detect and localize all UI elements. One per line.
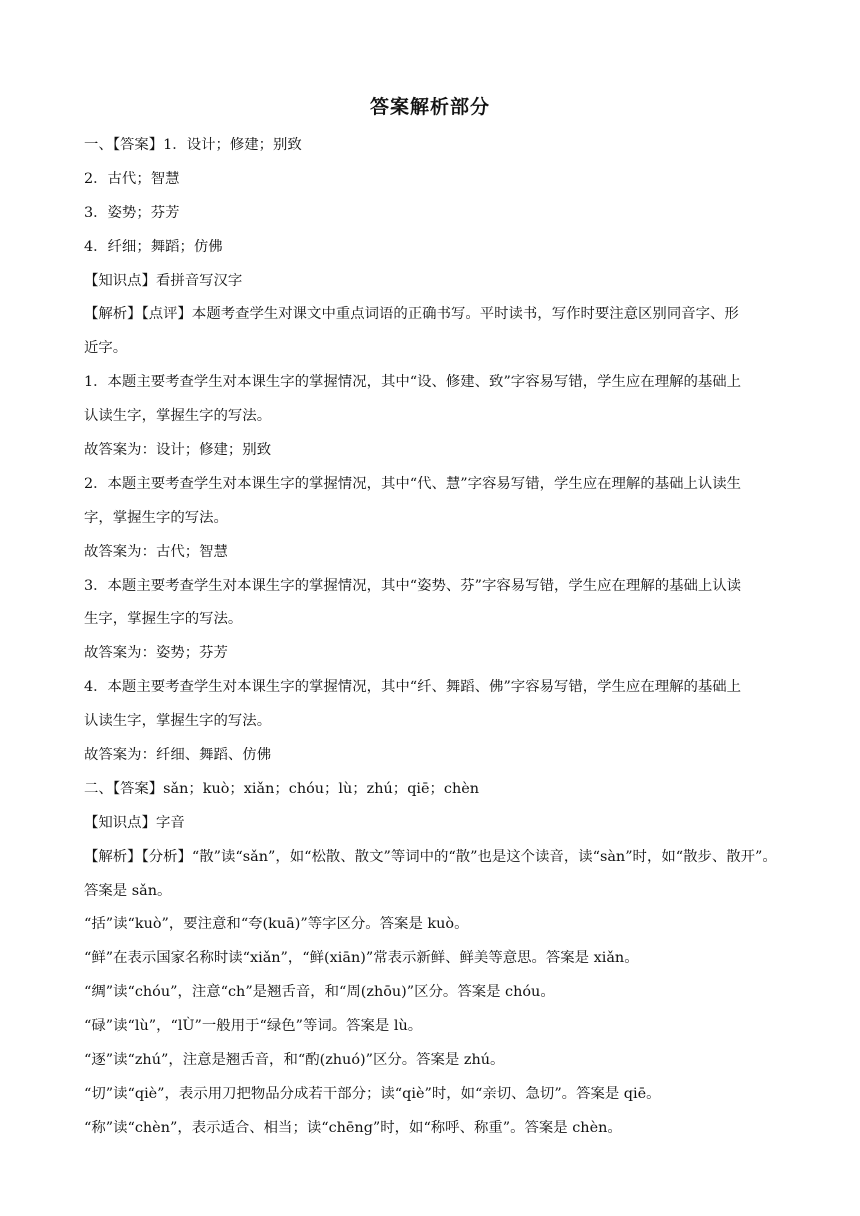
document-body [84,129,804,1146]
line-explain-2-cont: 字，掌握生字的写法。 [84,509,228,526]
page-title: 答案解析部分 [369,96,490,118]
line-explain-4-cont: 认读生字，掌握生字的写法。 [84,713,272,730]
line-answer-2: 2．古代；智慧 [84,170,180,187]
line-knowledge-point-1: 【知识点】看拼音写汉字 [84,272,243,289]
line-result-4: 故答案为：纤细、舞蹈、仿佛 [84,747,272,764]
line-explain-1-cont: 认读生字，掌握生字的写法。 [84,408,272,425]
line-answer-1: 一、【答案】1．设计；修建；别致 [84,137,302,153]
line-result-3: 故答案为：姿势；芬芳 [84,645,228,662]
line-pinyin-kuo: “括”读“kuò”，要注意和“夸(kuā)”等字区分。答案是 kuò。 [84,916,469,933]
line-pinyin-lu: “碌”读“lù”，“lÙ”一般用于“绿色”等词。答案是 lù。 [84,1018,423,1035]
line-explain-2: 2．本题主要考查学生对本课生字的掌握情况，其中“代、慧”字容易写错，学生应在理解的基础上认读生 [84,475,742,492]
line-explain-3-cont: 生字，掌握生字的写法。 [84,611,243,628]
line-pinyin-zhu: “逐”读“zhú”，注意是翘舌音，和“酌(zhuó)”区分。答案是 zhú。 [84,1052,505,1069]
line-answer-section-2: 二、【答案】sǎn；kuò；xiǎn；chóu；lù；zhú；qiē；chèn [84,780,480,797]
line-result-2: 故答案为：古代；智慧 [84,543,228,560]
line-pinyin-chen: “称”读“chèn”，表示适合、相当；读“chēng”时，如“称呼、称重”。答案是 chèn。 [84,1119,622,1136]
line-result-1: 故答案为：设计；修建；别致 [84,442,272,459]
line-analysis-1-cont: 近字。 [84,340,128,357]
line-analysis-2: 【解析】【分析】“散”读“sǎn”，如“松散、散文”等词中的“散”也是这个读音，读“sàn”时，如“散步、散开”。 [84,848,777,865]
line-analysis-1: 【解析】【点评】本题考查学生对课文中重点词语的正确书写。平时读书，写作时要注意区别同音字、形 [84,306,739,323]
line-explain-3: 3．本题主要考查学生对本课生字的掌握情况，其中“姿势、芬”字容易写错，学生应在理解的基础上认读 [84,577,742,594]
line-answer-4: 4．纤细；舞蹈；仿佛 [84,238,223,255]
line-pinyin-chou: “绸”读“chóu”，注意“ch”是翘舌音，和“周(zhōu)”区分。答案是 chóu。 [84,984,555,1001]
line-explain-4: 4．本题主要考查学生对本课生字的掌握情况，其中“纤、舞蹈、佛”字容易写错，学生应在理解的基础上 [84,679,742,696]
line-answer-3: 3．姿势；芬芳 [84,204,180,221]
line-knowledge-point-2: 【知识点】字音 [84,814,185,831]
line-pinyin-qie: “切”读“qiè”，表示用刀把物品分成若干部分；读“qiè”时，如“亲切、急切”。答案是 qiē。 [84,1085,661,1102]
line-analysis-2-cont: 答案是 sǎn。 [84,882,172,899]
line-pinyin-xian: “鲜”在表示国家名称时读“xiǎn”，“鲜(xiān)”常表示新鲜、鲜美等意思。答案是 xiǎn。 [84,950,639,967]
line-explain-1: 1．本题主要考查学生对本课生字的掌握情况，其中“设、修建、致”字容易写错，学生应在理解的基础上 [84,374,742,391]
